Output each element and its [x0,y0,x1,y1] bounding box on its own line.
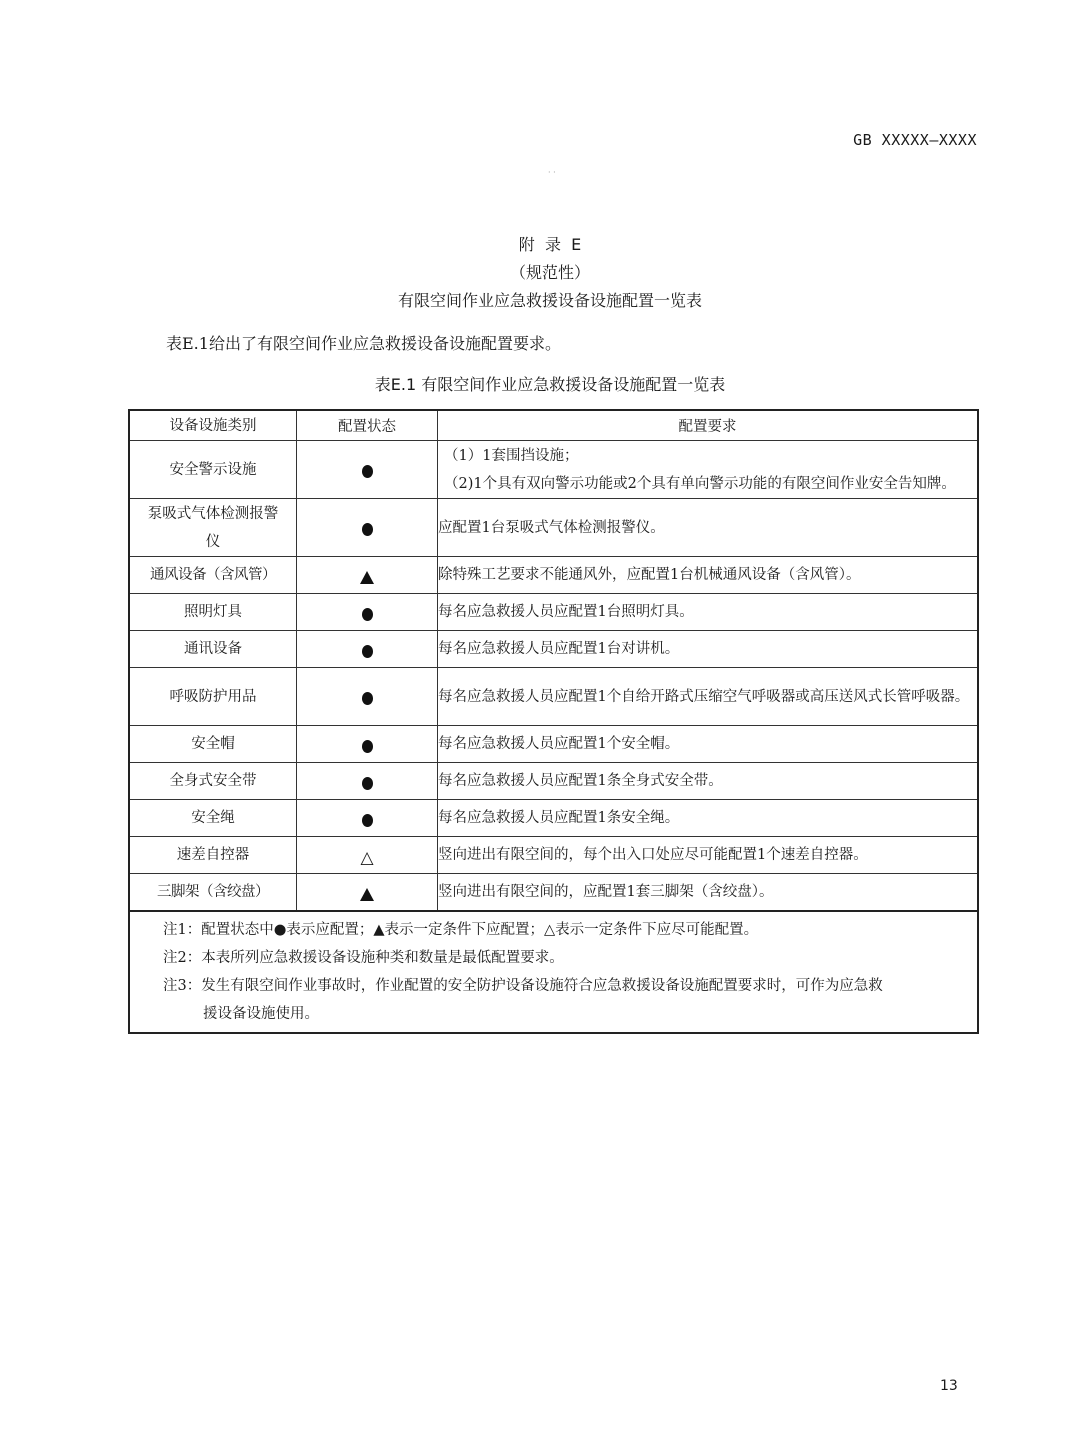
category-cell: 全身式安全带 [129,763,297,800]
requirement-cell: 每名应急救援人员应配置1个自给开路式压缩空气呼吸器或高压送风式长管呼吸器。 [438,668,979,726]
column-header-category: 设备设施类别 [129,410,297,441]
appendix-type: （规范性） [509,263,590,282]
table-row [129,800,978,837]
category-cell: 照明灯具 [129,594,297,631]
filled-circle-icon [362,465,373,478]
requirement-cell: 每名应急救援人员应配置1台对讲机。 [438,631,979,668]
note-1: 注1：配置状态中●表示应配置；▲表示一定条件下应配置；△表示一定条件下应尽可能配置。 [163,922,759,938]
note-2: 注2：本表所列应急救援设备设施种类和数量是最低配置要求。 [163,950,564,966]
table-row [129,631,978,668]
filled-circle-icon [362,523,373,536]
table-row [129,594,978,631]
table-row [129,499,978,557]
intro-paragraph: 表E.1给出了有限空间作业应急救援设备设施配置要求。 [166,334,561,353]
status-cell [297,668,438,726]
scan-artifact: · · [548,168,556,177]
table-row [129,726,978,763]
table-caption: 表E.1 有限空间作业应急救援设备设施配置一览表 [374,375,726,394]
note-3-continued: 援设备设施使用。 [203,1006,319,1022]
column-header-status: 配置状态 [297,410,438,441]
table-row [129,763,978,800]
filled-circle-icon [362,692,373,705]
requirement-cell: 每名应急救援人员应配置1条全身式安全带。 [438,763,979,800]
status-cell [297,594,438,631]
table-row [129,441,978,499]
standard-code: GB XXXXX—XXXX [853,131,977,149]
open-triangle-icon: △ [360,848,374,868]
filled-circle-icon [362,777,373,790]
requirement-cell: 除特殊工艺要求不能通风外，应配置1台机械通风设备（含风管）。 [438,557,979,594]
status-cell [297,631,438,668]
category-cell: 通风设备（含风管） [129,557,297,594]
status-cell [297,800,438,837]
appendix-name: 有限空间作业应急救援设备设施配置一览表 [397,291,702,310]
column-header-requirement: 配置要求 [438,410,979,441]
table-row [129,557,978,594]
filled-circle-icon [362,740,373,753]
page-number: 13 [940,1378,958,1394]
table-notes-row [129,911,978,1033]
requirement-line: （1）1套围挡设施； [444,447,579,464]
filled-circle-icon [362,608,373,621]
status-cell [297,763,438,800]
status-cell [297,441,438,499]
category-cell: 通讯设备 [129,631,297,668]
equipment-config-table [128,409,979,1034]
status-cell [297,499,438,557]
notes-cell [129,911,978,1033]
requirement-cell: 竖向进出有限空间的，每个出入口处应尽可能配置1个速差自控器。 [438,837,979,874]
requirement-line: （2)1个具有双向警示功能或2个具有单向警示功能的有限空间作业安全告知牌。 [444,475,956,492]
category-cell: 安全帽 [129,726,297,763]
category-cell: 三脚架（含绞盘） [129,874,297,912]
requirement-cell: 每名应急救援人员应配置1条安全绳。 [438,800,979,837]
requirement-cell: 每名应急救援人员应配置1个安全帽。 [438,726,979,763]
table-row [129,668,978,726]
category-cell: 呼吸防护用品 [129,668,297,726]
category-cell: 速差自控器 [129,837,297,874]
category-cell: 泵吸式气体检测报警仪 [129,499,297,557]
status-cell [297,874,438,912]
requirement-cell: 竖向进出有限空间的，应配置1套三脚架（含绞盘）。 [438,874,979,912]
filled-triangle-icon [360,571,374,584]
category-cell: 安全绳 [129,800,297,837]
status-cell [297,837,438,874]
category-cell: 安全警示设施 [129,441,297,499]
table-row [129,874,978,912]
note-3: 注3：发生有限空间作业事故时，作业配置的安全防护设备设施符合应急救援设备设施配置要求时，可作为应急救 [163,978,883,994]
requirement-cell [438,441,979,499]
filled-circle-icon [362,814,373,827]
status-cell [297,726,438,763]
filled-triangle-icon [360,888,374,901]
table-header-row [129,410,978,441]
requirement-cell: 每名应急救援人员应配置1台照明灯具。 [438,594,979,631]
requirement-cell: 应配置1台泵吸式气体检测报警仪。 [438,499,979,557]
appendix-title: 附 录 E [518,235,582,254]
table-row [129,837,978,874]
status-cell [297,557,438,594]
filled-circle-icon [362,645,373,658]
